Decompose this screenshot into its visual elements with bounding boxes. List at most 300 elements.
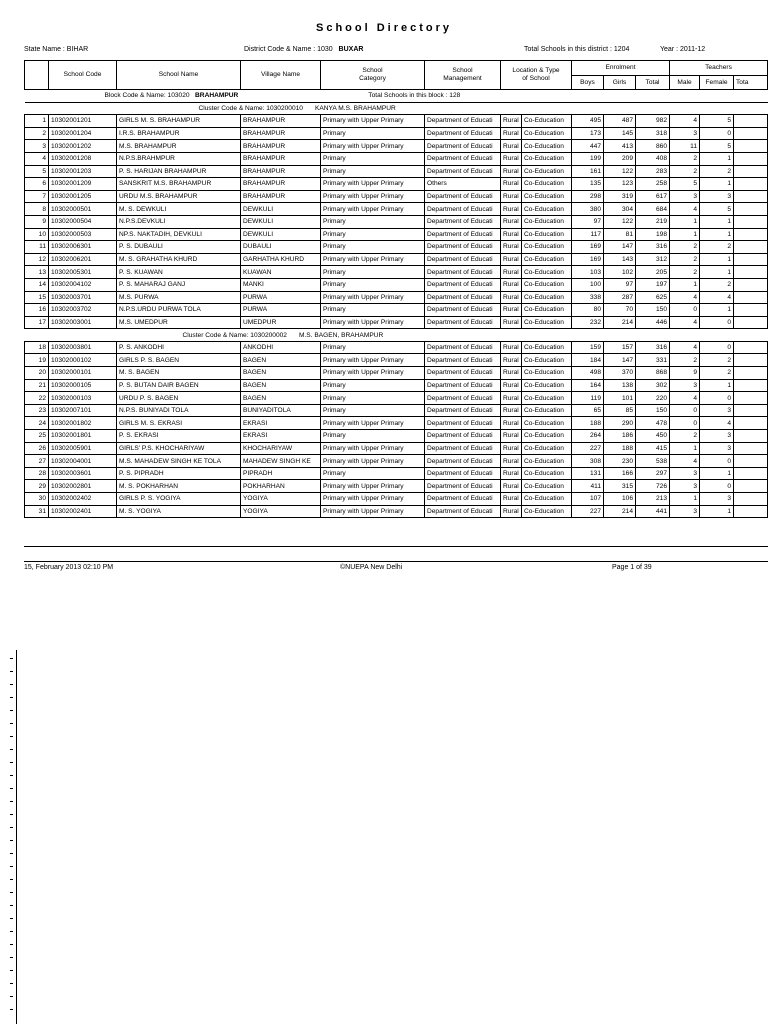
table-cell: URDU P. S. BAGEN <box>117 392 241 405</box>
table-cell: 450 <box>636 430 670 443</box>
table-cell: 1 <box>700 467 734 480</box>
table-cell: 85 <box>604 404 636 417</box>
table-cell: 10302003801 <box>49 341 117 354</box>
table-cell-empty <box>734 127 768 140</box>
table-row <box>25 253 768 266</box>
table-cell: Co-Education <box>522 367 572 380</box>
table-cell: Co-Education <box>522 178 572 191</box>
table-cell: 150 <box>636 404 670 417</box>
table-cell: 487 <box>604 115 636 128</box>
table-cell: 1 <box>700 266 734 279</box>
table-cell-empty <box>734 140 768 153</box>
table-cell: 199 <box>572 152 604 165</box>
table-cell: 290 <box>604 417 636 430</box>
table-cell: Primary <box>321 152 425 165</box>
table-cell: 264 <box>572 430 604 443</box>
table-cell: 860 <box>636 140 670 153</box>
table-row <box>25 304 768 317</box>
table-cell: Department of Educati <box>425 115 501 128</box>
table-cell: Co-Education <box>522 493 572 506</box>
table-cell: 4 <box>700 417 734 430</box>
table-cell-empty <box>734 278 768 291</box>
table-cell: 227 <box>572 505 604 518</box>
table-cell: 10302004001 <box>49 455 117 468</box>
table-cell: Co-Education <box>522 480 572 493</box>
table-cell: Rural <box>501 165 522 178</box>
table-cell: Department of Educati <box>425 190 501 203</box>
table-cell: 4 <box>670 203 700 216</box>
table-cell: 495 <box>572 115 604 128</box>
table-cell: Co-Education <box>522 278 572 291</box>
table-cell: 186 <box>604 430 636 443</box>
block-label: Block Code & Name: 103020 <box>104 92 190 100</box>
table-cell: 0 <box>700 455 734 468</box>
district-total-schools: Total Schools in this district : 1204 <box>524 46 630 53</box>
table-cell: Co-Education <box>522 392 572 405</box>
table-cell: UMEDPUR <box>241 316 321 329</box>
district-name: BUXAR <box>338 46 364 53</box>
table-cell: 107 <box>572 493 604 506</box>
margin-tick <box>10 970 13 971</box>
table-cell: 1 <box>700 379 734 392</box>
table-row <box>25 228 768 241</box>
table-cell: 4 <box>670 455 700 468</box>
table-cell: M. S. GRAHATHA KHURD <box>117 253 241 266</box>
table-cell: Co-Education <box>522 404 572 417</box>
table-cell: 10302001201 <box>49 115 117 128</box>
table-cell: 2 <box>700 367 734 380</box>
table-cell: 331 <box>636 354 670 367</box>
table-cell: 18 <box>25 341 49 354</box>
table-cell: 12 <box>25 253 49 266</box>
header-teachers: Teachers <box>670 61 768 76</box>
directory-body <box>25 90 768 518</box>
table-row <box>25 392 768 405</box>
table-cell: Department of Educati <box>425 392 501 405</box>
table-cell: GIRLS M. S. EKRASI <box>117 417 241 430</box>
table-cell: 169 <box>572 241 604 254</box>
table-cell: 70 <box>604 304 636 317</box>
footer-rule <box>24 561 768 562</box>
table-cell: GIRLS P. S. BAGEN <box>117 354 241 367</box>
table-cell: M.S. PURWA <box>117 291 241 304</box>
table-cell: 446 <box>636 316 670 329</box>
table-cell: 10302001208 <box>49 152 117 165</box>
table-cell: 166 <box>604 467 636 480</box>
table-cell: Co-Education <box>522 115 572 128</box>
table-cell: 2 <box>670 354 700 367</box>
table-cell: 26 <box>25 442 49 455</box>
table-cell: Primary <box>321 304 425 317</box>
table-cell: 188 <box>572 417 604 430</box>
table-cell: 198 <box>636 228 670 241</box>
table-cell: Co-Education <box>522 165 572 178</box>
table-cell: 97 <box>604 278 636 291</box>
table-cell: Co-Education <box>522 291 572 304</box>
district-label: District Code & Name : 1030 <box>244 46 333 53</box>
table-cell: 8 <box>25 203 49 216</box>
table-cell: 103 <box>572 266 604 279</box>
academic-year: Year : 2011-12 <box>660 46 706 53</box>
table-cell-empty <box>734 241 768 254</box>
table-cell: Co-Education <box>522 467 572 480</box>
table-cell: 3 <box>670 127 700 140</box>
table-cell: 232 <box>572 316 604 329</box>
table-cell: 230 <box>604 455 636 468</box>
table-cell: Department of Educati <box>425 241 501 254</box>
table-row <box>25 178 768 191</box>
table-cell: 101 <box>604 392 636 405</box>
table-cell: 197 <box>636 278 670 291</box>
table-cell: Co-Education <box>522 140 572 153</box>
table-cell: 122 <box>604 165 636 178</box>
table-cell: 3 <box>25 140 49 153</box>
table-cell: 135 <box>572 178 604 191</box>
cluster-name: M.S. BAGEN, BRAHAMPUR <box>298 331 384 339</box>
header-village-name: Village Name <box>241 61 321 90</box>
table-cell: Rural <box>501 304 522 317</box>
table-cell: GIRLS P. S. YOGIYA <box>117 493 241 506</box>
table-cell-empty <box>734 480 768 493</box>
table-cell: 3 <box>670 190 700 203</box>
table-cell: P. S. MAHARAJ GANJ <box>117 278 241 291</box>
table-cell: P. S. BUTAN DAIR BAGEN <box>117 379 241 392</box>
table-cell: Rural <box>501 480 522 493</box>
table-cell: Department of Educati <box>425 215 501 228</box>
table-cell: 65 <box>572 404 604 417</box>
table-cell: P. S. PIPRADH <box>117 467 241 480</box>
table-cell: 283 <box>636 165 670 178</box>
table-cell: Co-Education <box>522 442 572 455</box>
table-cell: Co-Education <box>522 215 572 228</box>
table-cell: 2 <box>670 430 700 443</box>
table-cell: 117 <box>572 228 604 241</box>
table-cell: Primary <box>321 379 425 392</box>
table-cell-empty <box>734 228 768 241</box>
table-cell: 16 <box>25 304 49 317</box>
table-cell: BRAHAMPUR <box>241 178 321 191</box>
table-cell: 478 <box>636 417 670 430</box>
table-cell: 0 <box>700 127 734 140</box>
table-cell: 3 <box>700 442 734 455</box>
block-total: Total Schools in this block : 128 <box>368 92 461 100</box>
table-cell: 10302001801 <box>49 430 117 443</box>
table-cell: Co-Education <box>522 379 572 392</box>
table-cell: 318 <box>636 127 670 140</box>
table-cell: DEWKULI <box>241 215 321 228</box>
table-cell: 1 <box>670 493 700 506</box>
margin-tick <box>10 918 13 919</box>
table-cell-empty <box>734 253 768 266</box>
table-cell: 868 <box>636 367 670 380</box>
table-cell: Co-Education <box>522 228 572 241</box>
table-cell: Department of Educati <box>425 467 501 480</box>
table-cell: PURWA <box>241 291 321 304</box>
table-cell: P. S. EKRASI <box>117 430 241 443</box>
table-cell: 3 <box>700 430 734 443</box>
table-cell: 10302001209 <box>49 178 117 191</box>
table-cell: 4 <box>670 316 700 329</box>
table-cell: ANKODHI <box>241 341 321 354</box>
table-cell: Others <box>425 178 501 191</box>
table-cell: Primary <box>321 266 425 279</box>
header-boys: Boys <box>572 76 604 90</box>
table-cell: 184 <box>572 354 604 367</box>
table-cell: 25 <box>25 430 49 443</box>
table-cell: Rural <box>501 354 522 367</box>
table-row <box>25 291 768 304</box>
table-cell: 220 <box>636 392 670 405</box>
table-cell: 22 <box>25 392 49 405</box>
table-cell: GIRLS M. S. BRAHAMPUR <box>117 115 241 128</box>
table-row <box>25 404 768 417</box>
table-cell: 684 <box>636 203 670 216</box>
table-cell: 0 <box>700 480 734 493</box>
table-row <box>25 367 768 380</box>
table-row <box>25 505 768 518</box>
table-row <box>25 493 768 506</box>
table-cell: 143 <box>604 253 636 266</box>
table-cell: 1 <box>700 215 734 228</box>
table-cell: 80 <box>572 304 604 317</box>
table-cell: Co-Education <box>522 266 572 279</box>
margin-tick <box>10 1009 13 1010</box>
table-cell: 1 <box>700 152 734 165</box>
margin-tick <box>10 931 13 932</box>
table-cell: Co-Education <box>522 430 572 443</box>
table-cell: 319 <box>604 190 636 203</box>
table-cell: 3 <box>700 404 734 417</box>
table-cell: 10302003702 <box>49 304 117 317</box>
table-cell-empty <box>734 379 768 392</box>
margin-tick <box>10 710 13 711</box>
table-cell: DUBAULI <box>241 241 321 254</box>
table-cell: Co-Education <box>522 304 572 317</box>
cluster-row <box>25 329 768 342</box>
header-enrolment: Enrolment <box>572 61 670 76</box>
table-cell: Department of Educati <box>425 354 501 367</box>
table-cell: 447 <box>572 140 604 153</box>
table-cell: 315 <box>604 480 636 493</box>
table-cell: 4 <box>700 291 734 304</box>
table-cell: Rural <box>501 266 522 279</box>
table-cell: M.S. MAHADEW SINGH KE TOLA <box>117 455 241 468</box>
table-cell: 1 <box>25 115 49 128</box>
table-cell-empty <box>734 190 768 203</box>
table-cell: 15 <box>25 291 49 304</box>
table-cell: 10302000503 <box>49 228 117 241</box>
table-cell: 138 <box>604 379 636 392</box>
table-cell-empty <box>734 291 768 304</box>
table-cell-empty <box>734 215 768 228</box>
cluster-row <box>25 102 768 115</box>
table-cell: 24 <box>25 417 49 430</box>
table-cell: Department of Educati <box>425 127 501 140</box>
table-cell: P. S. ANKODHI <box>117 341 241 354</box>
table-cell: M.S. BRAHAMPUR <box>117 140 241 153</box>
table-cell: 0 <box>670 417 700 430</box>
table-cell-empty <box>734 493 768 506</box>
table-cell: 147 <box>604 241 636 254</box>
table-cell: 1 <box>670 215 700 228</box>
table-cell: Department of Educati <box>425 316 501 329</box>
table-cell: 14 <box>25 278 49 291</box>
table-cell: Primary <box>321 127 425 140</box>
table-cell: 147 <box>604 354 636 367</box>
table-cell: 10302000103 <box>49 392 117 405</box>
table-cell: NP.S. NAKTADIH, DEVKULI <box>117 228 241 241</box>
table-cell: 1 <box>700 178 734 191</box>
table-cell: Primary with Upper Primary <box>321 178 425 191</box>
table-cell: 4 <box>670 392 700 405</box>
margin-tick <box>10 762 13 763</box>
table-cell: 10302001202 <box>49 140 117 153</box>
table-cell: P. S. KUAWAN <box>117 266 241 279</box>
table-cell-empty <box>734 467 768 480</box>
table-cell: 10302001802 <box>49 417 117 430</box>
table-bottom-rule <box>24 546 768 547</box>
table-cell: Rural <box>501 215 522 228</box>
header-total: Total <box>636 76 670 90</box>
table-cell: Rural <box>501 404 522 417</box>
table-cell: N.P.S.DEVKULI <box>117 215 241 228</box>
table-cell: Co-Education <box>522 417 572 430</box>
table-cell: 122 <box>604 215 636 228</box>
table-cell: 123 <box>604 178 636 191</box>
table-row <box>25 442 768 455</box>
table-cell: Rural <box>501 505 522 518</box>
table-cell: 3 <box>700 493 734 506</box>
table-cell: 287 <box>604 291 636 304</box>
table-cell: EKRASI <box>241 417 321 430</box>
table-cell: Primary with Upper Primary <box>321 140 425 153</box>
table-cell: POKHARHAN <box>241 480 321 493</box>
table-cell: DEWKULI <box>241 203 321 216</box>
table-cell: Department of Educati <box>425 480 501 493</box>
table-cell: BAGEN <box>241 354 321 367</box>
table-cell: 9 <box>25 215 49 228</box>
table-cell: BRAHAMPUR <box>241 165 321 178</box>
table-cell: Department of Educati <box>425 165 501 178</box>
table-cell: Co-Education <box>522 203 572 216</box>
table-cell: Primary with Upper Primary <box>321 316 425 329</box>
table-cell: Co-Education <box>522 190 572 203</box>
table-cell: Primary with Upper Primary <box>321 253 425 266</box>
table-cell: BRAHAMPUR <box>241 127 321 140</box>
table-cell: Rural <box>501 379 522 392</box>
table-cell: 159 <box>572 341 604 354</box>
table-cell: Rural <box>501 178 522 191</box>
table-cell: M. S. POKHARHAN <box>117 480 241 493</box>
table-cell: Rural <box>501 367 522 380</box>
table-cell: Primary with Upper Primary <box>321 505 425 518</box>
table-cell-empty <box>734 417 768 430</box>
table-cell: 538 <box>636 455 670 468</box>
table-cell: 131 <box>572 467 604 480</box>
table-cell: 2 <box>670 241 700 254</box>
table-cell: 1 <box>700 253 734 266</box>
table-cell-empty <box>734 392 768 405</box>
table-cell: Primary <box>321 430 425 443</box>
header-location-type: Location & Type of School <box>501 61 572 90</box>
footer-date: 15, February 2013 02:10 PM <box>24 564 114 571</box>
table-cell: 10302003701 <box>49 291 117 304</box>
table-cell: 10302007101 <box>49 404 117 417</box>
table-cell: BAGEN <box>241 367 321 380</box>
table-cell: 5 <box>700 203 734 216</box>
table-cell: 2 <box>670 165 700 178</box>
margin-tick <box>10 749 13 750</box>
table-cell: 617 <box>636 190 670 203</box>
margin-tick <box>10 840 13 841</box>
table-cell: Primary with Upper Primary <box>321 442 425 455</box>
table-cell: Primary with Upper Primary <box>321 493 425 506</box>
table-cell: 10302006301 <box>49 241 117 254</box>
directory-table-wrapper <box>24 60 768 542</box>
table-cell: Rural <box>501 278 522 291</box>
footer-page-number: Page 1 of 39 <box>612 564 652 571</box>
table-cell: PIPRADH <box>241 467 321 480</box>
table-cell: Department of Educati <box>425 152 501 165</box>
table-cell: Department of Educati <box>425 203 501 216</box>
table-cell: 498 <box>572 367 604 380</box>
table-cell: 30 <box>25 493 49 506</box>
margin-ticks <box>10 650 16 1024</box>
margin-tick <box>10 944 13 945</box>
table-cell: Department of Educati <box>425 430 501 443</box>
table-cell: BAGEN <box>241 392 321 405</box>
header-female: Female <box>700 76 734 90</box>
table-cell: Co-Education <box>522 152 572 165</box>
table-cell: 0 <box>700 341 734 354</box>
table-cell: M.S. UMEDPUR <box>117 316 241 329</box>
margin-tick <box>10 957 13 958</box>
table-cell: Rural <box>501 115 522 128</box>
table-cell-empty <box>734 266 768 279</box>
margin-tick <box>10 684 13 685</box>
table-cell-empty <box>734 304 768 317</box>
margin-tick <box>10 671 13 672</box>
table-cell-empty <box>734 152 768 165</box>
table-cell: BRAHAMPUR <box>241 115 321 128</box>
table-cell: Rural <box>501 430 522 443</box>
table-cell: 214 <box>604 505 636 518</box>
table-cell: Rural <box>501 467 522 480</box>
table-cell: Department of Educati <box>425 341 501 354</box>
table-cell-empty <box>734 354 768 367</box>
table-cell: Department of Educati <box>425 455 501 468</box>
table-cell: 316 <box>636 241 670 254</box>
table-row <box>25 127 768 140</box>
table-cell-empty <box>734 341 768 354</box>
table-cell: 102 <box>604 266 636 279</box>
table-cell: 169 <box>572 253 604 266</box>
table-cell: 10302000501 <box>49 203 117 216</box>
margin-tick <box>10 983 13 984</box>
table-row <box>25 467 768 480</box>
table-cell: 2 <box>670 152 700 165</box>
table-cell: Department of Educati <box>425 266 501 279</box>
table-cell: 726 <box>636 480 670 493</box>
page-title: School Directory <box>315 22 453 34</box>
table-row <box>25 430 768 443</box>
header-school-code: School Code <box>49 61 117 90</box>
table-cell: 0 <box>670 404 700 417</box>
table-cell: N.P.S.BRAHMPUR <box>117 152 241 165</box>
table-cell: Rural <box>501 203 522 216</box>
margin-tick <box>10 996 13 997</box>
margin-tick <box>10 866 13 867</box>
